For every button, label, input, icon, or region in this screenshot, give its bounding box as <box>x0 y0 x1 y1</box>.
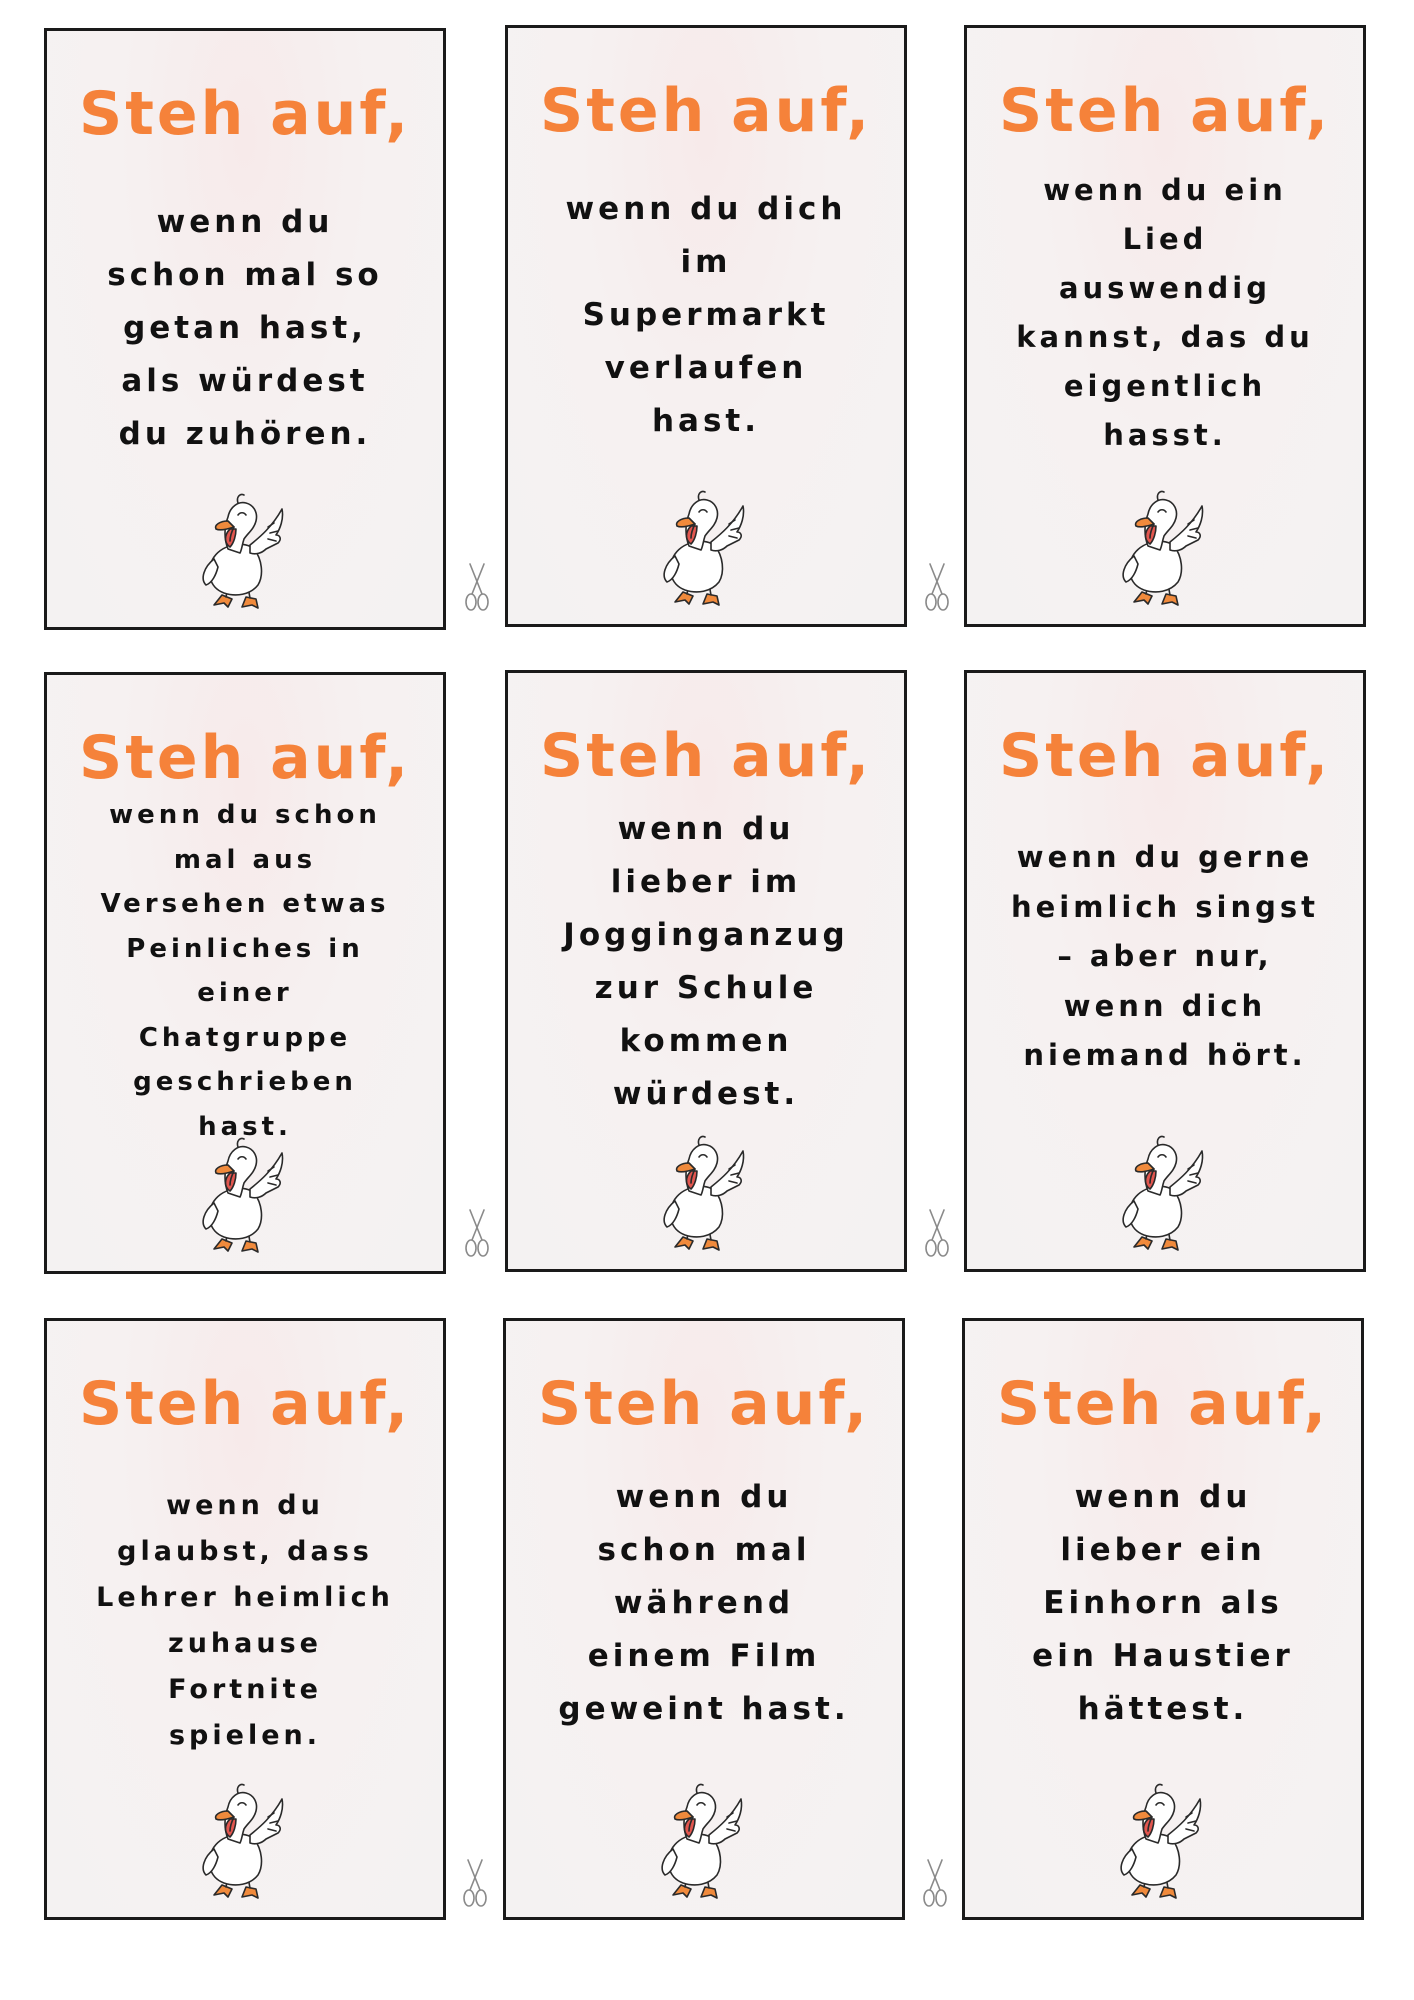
card-7 <box>44 1318 446 1920</box>
card-8 <box>503 1318 905 1920</box>
card-text: wenn du dich im Supermarkt verlaufen hast. <box>565 191 847 439</box>
card-1 <box>44 28 446 630</box>
dancing-duck-icon <box>1104 1129 1214 1257</box>
scissors-icon <box>924 1208 950 1262</box>
dancing-duck-icon <box>184 1131 294 1259</box>
dancing-duck-icon <box>643 1777 753 1905</box>
dancing-duck-icon <box>1102 1777 1212 1905</box>
card-text: wenn du lieber ein Einhorn als ein Haustier hättest. <box>1032 1479 1294 1727</box>
dancing-duck-icon <box>184 1777 294 1905</box>
card-6 <box>964 670 1366 1272</box>
card-text: wenn du schon mal so getan hast, als würdest du zuhören. <box>107 204 383 452</box>
card-title: Steh auf, <box>537 1369 870 1439</box>
card-title: Steh auf, <box>998 76 1331 146</box>
card-title: Steh auf, <box>998 721 1331 791</box>
scissors-icon <box>464 1208 490 1262</box>
card-3 <box>964 25 1366 627</box>
card-text: wenn du schon mal während einem Film geweint hast. <box>558 1479 850 1727</box>
card-9 <box>962 1318 1364 1920</box>
card-title: Steh auf, <box>539 76 872 146</box>
card-title: Steh auf, <box>539 721 872 791</box>
scissors-icon <box>922 1858 948 1912</box>
scissors-icon <box>464 562 490 616</box>
card-text: wenn du glaubst, dass Lehrer heimlich zuhause Fortnite spielen. <box>96 1490 394 1751</box>
scissors-icon <box>924 562 950 616</box>
dancing-duck-icon <box>1104 484 1214 612</box>
dancing-duck-icon <box>184 487 294 615</box>
card-4 <box>44 672 446 1274</box>
card-title: Steh auf, <box>996 1369 1329 1439</box>
card-2 <box>505 25 907 627</box>
card-text: wenn du lieber im Jogginganzug zur Schule kommen würdest. <box>563 811 849 1112</box>
card-text: wenn du ein Lied auswendig kannst, das du eigentlich hasst. <box>1016 173 1314 452</box>
card-title: Steh auf, <box>78 79 411 149</box>
dancing-duck-icon <box>645 1129 755 1257</box>
card-title: Steh auf, <box>78 1369 411 1439</box>
card-title: Steh auf, <box>78 723 411 793</box>
dancing-duck-icon <box>645 484 755 612</box>
scissors-icon <box>462 1858 488 1912</box>
card-text: wenn du gerne heimlich singst – aber nur, wenn dich niemand hört. <box>1010 840 1319 1072</box>
card-text: wenn du schon mal aus Versehen etwas Peinliches in einer Chatgruppe geschrieben hast. <box>100 800 390 1142</box>
card-5 <box>505 670 907 1272</box>
